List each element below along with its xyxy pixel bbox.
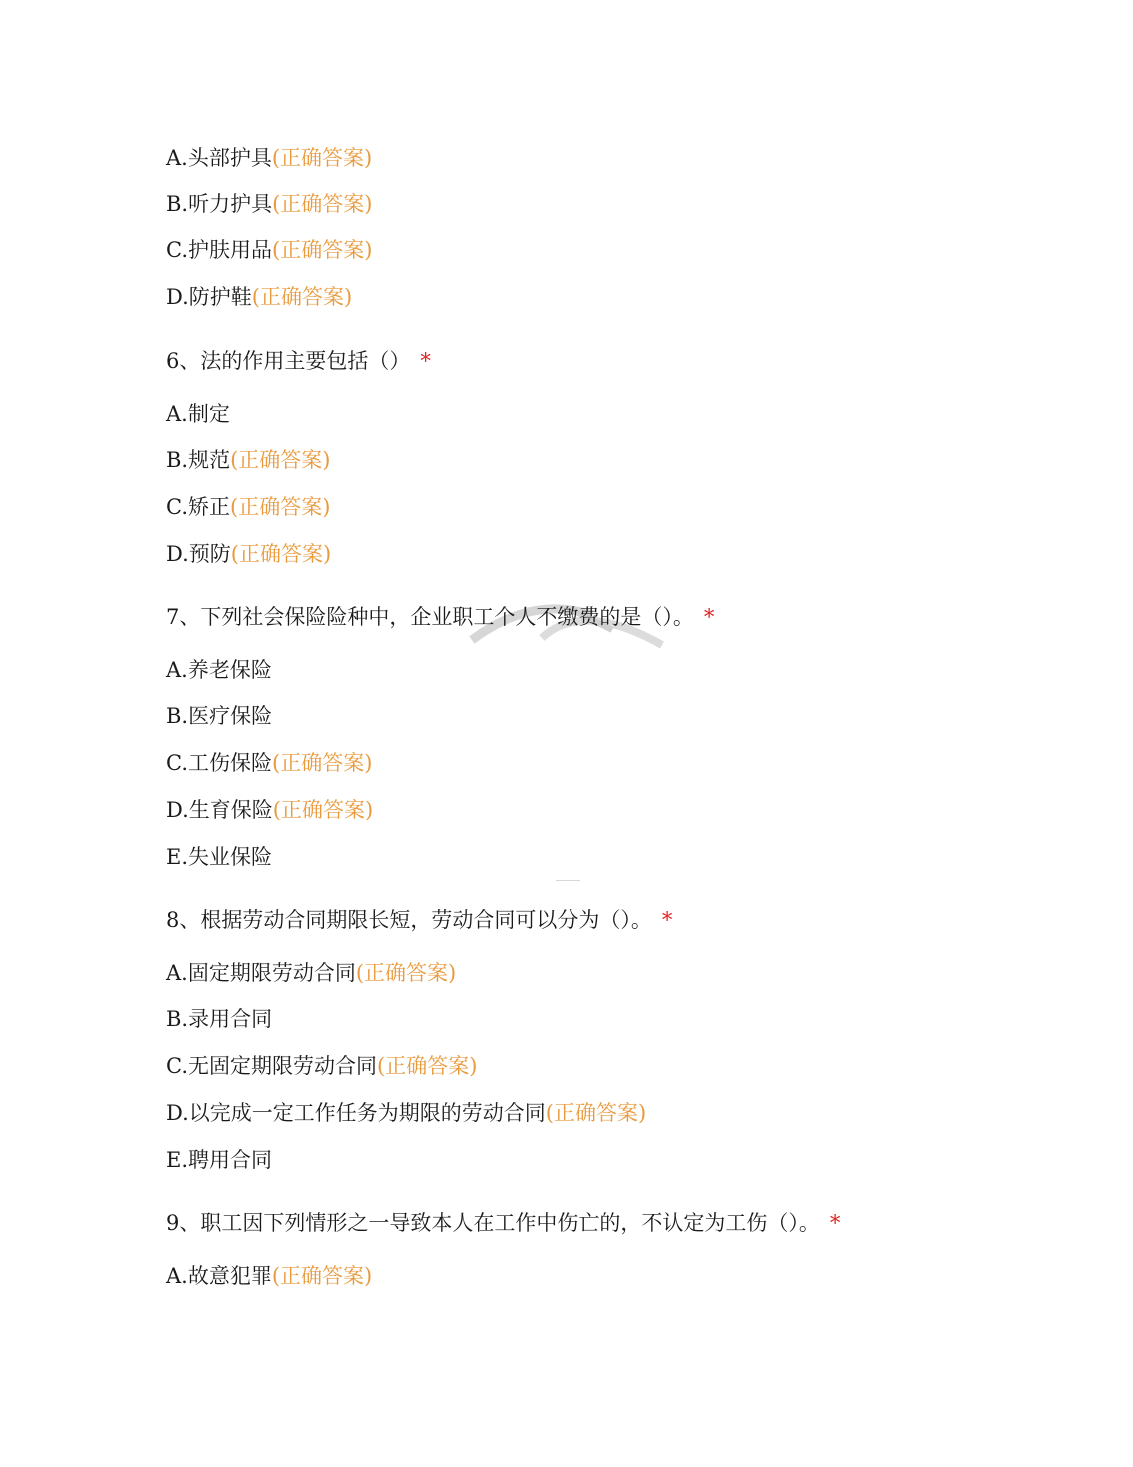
answer-option bbox=[166, 1146, 272, 1174]
required-star: * bbox=[420, 349, 431, 373]
correct-answer-tag: (正确答案) bbox=[545, 1101, 647, 1125]
answer-option bbox=[166, 1005, 272, 1033]
option-text: A.头部护具 bbox=[166, 146, 272, 170]
correct-answer-tag: (正确答案) bbox=[272, 798, 374, 822]
option-text: C.矫正 bbox=[166, 495, 230, 519]
correct-answer-tag: (正确答案) bbox=[271, 146, 373, 170]
answer-option bbox=[166, 843, 272, 871]
answer-option bbox=[166, 1052, 477, 1080]
question-text: 7、下列社会保险险种中，企业职工个人不缴费的是（）。 bbox=[166, 605, 694, 629]
correct-answer-tag: (正确答案) bbox=[272, 751, 373, 775]
correct-answer-tag: (正确答案) bbox=[230, 448, 331, 472]
option-text: D.以完成一定工作任务为期限的劳动合同 bbox=[166, 1101, 546, 1125]
option-text: C.无固定期限劳动合同 bbox=[166, 1054, 377, 1078]
question-title bbox=[166, 1209, 840, 1237]
question-title bbox=[166, 347, 431, 375]
answer-option bbox=[166, 540, 331, 568]
option-text: A.固定期限劳动合同 bbox=[166, 961, 356, 985]
option-text: D.生育保险 bbox=[166, 798, 273, 822]
answer-option bbox=[166, 1099, 646, 1127]
option-text: A.养老保险 bbox=[166, 658, 272, 682]
correct-answer-tag: (正确答案) bbox=[271, 1264, 373, 1288]
required-star: * bbox=[703, 605, 715, 629]
option-text: D.防护鞋 bbox=[166, 285, 252, 309]
correct-answer-tag: (正确答案) bbox=[230, 495, 331, 519]
option-text: C.工伤保险 bbox=[166, 751, 272, 775]
option-text: B.听力护具 bbox=[166, 192, 273, 216]
required-star: * bbox=[661, 908, 673, 932]
correct-answer-tag: (正确答案) bbox=[230, 542, 332, 566]
answer-option bbox=[166, 1262, 372, 1290]
option-text: B.录用合同 bbox=[166, 1007, 273, 1031]
answer-option bbox=[166, 400, 230, 428]
question-text: 6、法的作用主要包括（） bbox=[166, 349, 411, 373]
answer-option bbox=[166, 749, 372, 777]
answer-option bbox=[166, 236, 372, 264]
correct-answer-tag: (正确答案) bbox=[251, 285, 353, 309]
question-text: 9、职工因下列情形之一导致本人在工作中伤亡的，不认定为工伤（）。 bbox=[166, 1211, 820, 1235]
divider bbox=[556, 880, 580, 881]
answer-option bbox=[166, 796, 373, 824]
answer-option bbox=[166, 702, 272, 730]
question-title bbox=[166, 603, 714, 631]
option-text: E.聘用合同 bbox=[166, 1148, 273, 1172]
option-text: C.护肤用品 bbox=[166, 238, 272, 262]
answer-option bbox=[166, 959, 456, 987]
option-text: A.故意犯罪 bbox=[166, 1264, 272, 1288]
option-text: B.医疗保险 bbox=[166, 704, 273, 728]
answer-option bbox=[166, 190, 373, 218]
answer-option bbox=[166, 493, 330, 521]
correct-answer-tag: (正确答案) bbox=[272, 238, 373, 262]
required-star: * bbox=[829, 1211, 841, 1235]
correct-answer-tag: (正确答案) bbox=[377, 1054, 478, 1078]
option-text: A.制定 bbox=[166, 402, 230, 426]
answer-option bbox=[166, 144, 372, 172]
option-text: E.失业保险 bbox=[166, 845, 273, 869]
question-title bbox=[166, 906, 672, 934]
answer-option bbox=[166, 446, 331, 474]
answer-option bbox=[166, 283, 352, 311]
option-text: D.预防 bbox=[166, 542, 231, 566]
correct-answer-tag: (正确答案) bbox=[272, 192, 373, 216]
answer-option bbox=[166, 656, 272, 684]
option-text: B.规范 bbox=[166, 448, 231, 472]
question-text: 8、根据劳动合同期限长短，劳动合同可以分为（）。 bbox=[166, 908, 652, 932]
correct-answer-tag: (正确答案) bbox=[355, 961, 457, 985]
